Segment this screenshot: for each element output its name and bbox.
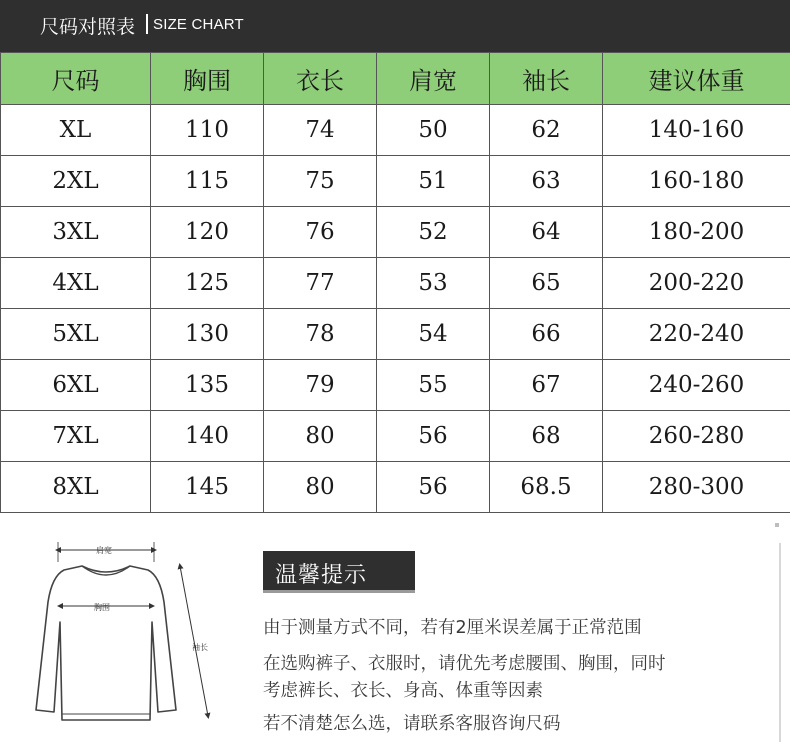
table-cell: 260-280 bbox=[603, 411, 790, 462]
table-cell: 80 bbox=[264, 411, 377, 462]
sweater-outline-icon bbox=[30, 532, 230, 732]
table-cell: 140-160 bbox=[603, 105, 790, 156]
table-cell: 78 bbox=[264, 309, 377, 360]
table-cell: 76 bbox=[264, 207, 377, 258]
table-cell: 80 bbox=[264, 462, 377, 513]
table-cell: 145 bbox=[151, 462, 264, 513]
decorative-edge-line bbox=[779, 543, 781, 742]
table-row bbox=[1, 360, 790, 411]
table-cell: 3XL bbox=[1, 207, 151, 258]
table-header-row bbox=[1, 53, 790, 105]
table-cell: 4XL bbox=[1, 258, 151, 309]
table-cell: 125 bbox=[151, 258, 264, 309]
table-cell: 74 bbox=[264, 105, 377, 156]
table-cell: 220-240 bbox=[603, 309, 790, 360]
table-cell: 6XL bbox=[1, 360, 151, 411]
table-cell: 8XL bbox=[1, 462, 151, 513]
column-header-chest: 胸围 bbox=[151, 53, 264, 105]
table-cell: 56 bbox=[377, 462, 490, 513]
table-cell: 55 bbox=[377, 360, 490, 411]
table-cell: 51 bbox=[377, 156, 490, 207]
tips-title: 温馨提示 bbox=[275, 563, 368, 588]
table-cell: 5XL bbox=[1, 309, 151, 360]
table-cell: 200-220 bbox=[603, 258, 790, 309]
table-cell: 66 bbox=[490, 309, 603, 360]
table-cell: 77 bbox=[264, 258, 377, 309]
column-header-sleeve: 袖长 bbox=[490, 53, 603, 105]
column-header-shoulder: 肩宽 bbox=[377, 53, 490, 105]
page-subtitle: SIZE CHART bbox=[153, 16, 244, 33]
table-cell: 56 bbox=[377, 411, 490, 462]
table-cell: 64 bbox=[490, 207, 603, 258]
table-cell: 68 bbox=[490, 411, 603, 462]
table-cell: 67 bbox=[490, 360, 603, 411]
table-row bbox=[1, 411, 790, 462]
table-row bbox=[1, 105, 790, 156]
garment-diagram bbox=[30, 532, 230, 732]
table-row bbox=[1, 309, 790, 360]
table-cell: 63 bbox=[490, 156, 603, 207]
table-cell: 62 bbox=[490, 105, 603, 156]
table-cell: 52 bbox=[377, 207, 490, 258]
table-cell: 7XL bbox=[1, 411, 151, 462]
table-cell: 160-180 bbox=[603, 156, 790, 207]
header-bar bbox=[0, 0, 790, 52]
table-row bbox=[1, 258, 790, 309]
sleeve-label: 袖长 bbox=[192, 643, 208, 652]
page-title: 尺码对照表 bbox=[40, 16, 136, 38]
tips-line: 在选购裤子、衣服时，请优先考虑腰围、胸围，同时 bbox=[263, 654, 666, 674]
tips-line: 由于测量方式不同，若有2厘米误差属于正常范围 bbox=[263, 618, 642, 638]
chest-label: 胸围 bbox=[94, 603, 110, 612]
table-cell: 280-300 bbox=[603, 462, 790, 513]
column-header-length: 衣长 bbox=[264, 53, 377, 105]
table-cell: 140 bbox=[151, 411, 264, 462]
shoulder-label: 肩宽 bbox=[96, 546, 112, 555]
table-cell: 135 bbox=[151, 360, 264, 411]
table-cell: 68.5 bbox=[490, 462, 603, 513]
table-cell: 130 bbox=[151, 309, 264, 360]
table-cell: 180-200 bbox=[603, 207, 790, 258]
table-cell: 65 bbox=[490, 258, 603, 309]
table-cell: XL bbox=[1, 105, 151, 156]
table-cell: 120 bbox=[151, 207, 264, 258]
table-row bbox=[1, 207, 790, 258]
table-cell: 115 bbox=[151, 156, 264, 207]
table-cell: 2XL bbox=[1, 156, 151, 207]
title-divider bbox=[146, 14, 148, 34]
tips-badge bbox=[263, 551, 415, 593]
table-cell: 53 bbox=[377, 258, 490, 309]
tips-line: 考虑裤长、衣长、身高、体重等因素 bbox=[263, 681, 543, 701]
table-cell: 79 bbox=[264, 360, 377, 411]
column-header-weight: 建议体重 bbox=[603, 53, 790, 105]
table-cell: 50 bbox=[377, 105, 490, 156]
size-chart-table bbox=[0, 52, 790, 513]
table-cell: 240-260 bbox=[603, 360, 790, 411]
table-row bbox=[1, 462, 790, 513]
table-row bbox=[1, 156, 790, 207]
column-header-size: 尺码 bbox=[1, 53, 151, 105]
table-cell: 75 bbox=[264, 156, 377, 207]
table-cell: 110 bbox=[151, 105, 264, 156]
tips-line: 若不清楚怎么选，请联系客服咨询尺码 bbox=[263, 714, 561, 734]
decorative-dot bbox=[775, 523, 779, 527]
table-cell: 54 bbox=[377, 309, 490, 360]
